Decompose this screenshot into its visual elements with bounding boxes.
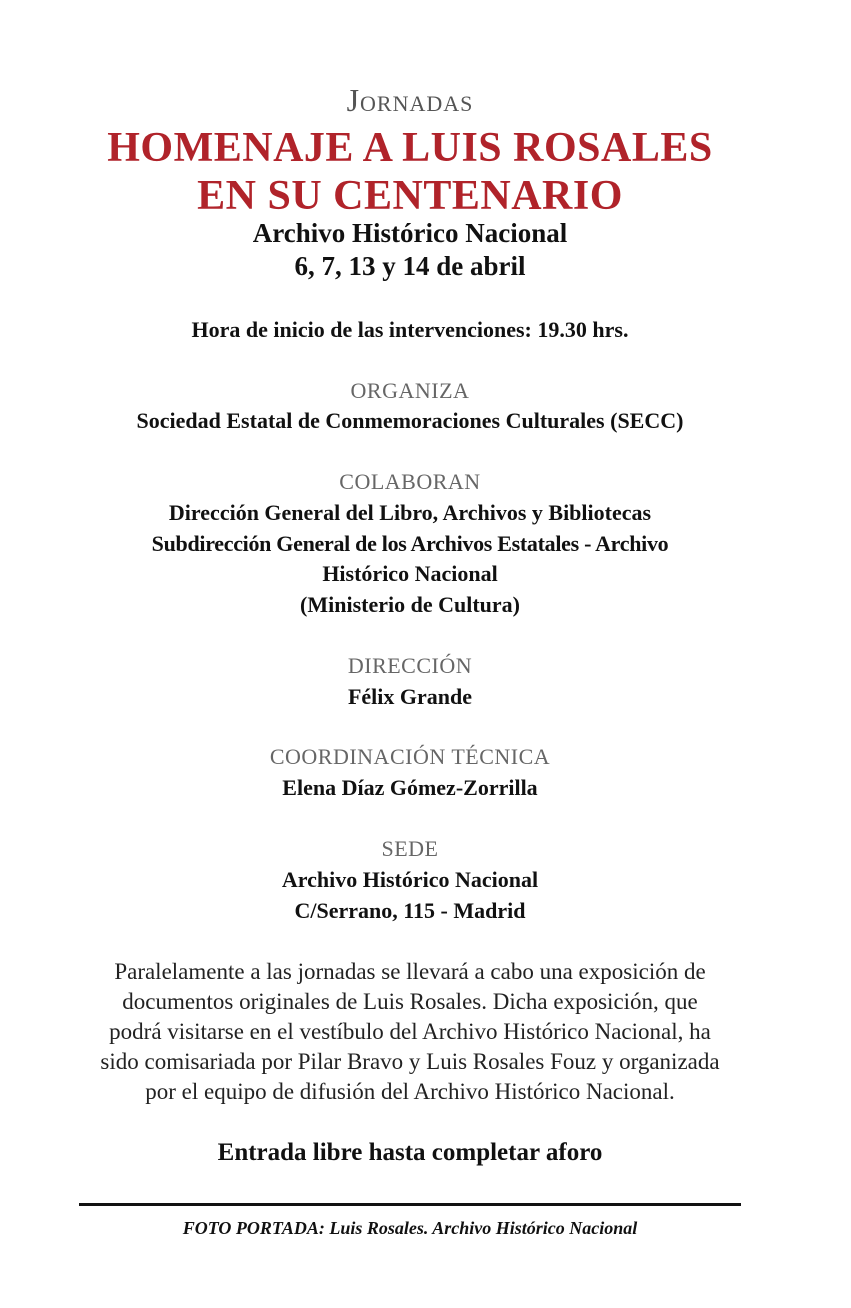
- sede-line: Archivo Histórico Nacional: [281, 867, 539, 892]
- colaboran-line: Dirección General del Libro, Archivos y Bibliotecas: [168, 500, 652, 525]
- event-title-line-1: HOMENAJE A LUIS ROSALES: [107, 125, 713, 171]
- event-venue: Archivo Histórico Nacional: [252, 218, 568, 248]
- exhibition-paragraph-line: podrá visitarse en el vestíbulo del Archivo Histórico Nacional, ha: [109, 1019, 711, 1044]
- event-kicker: Jornadas: [346, 82, 474, 118]
- exhibition-paragraph-line: documentos originales de Luis Rosales. Dicha exposición, que: [122, 989, 698, 1014]
- footer-divider: [79, 1203, 741, 1206]
- direccion-label: DIRECCIÓN: [347, 653, 473, 678]
- sede-label: SEDE: [381, 836, 439, 861]
- photo-credit: FOTO PORTADA: Luis Rosales. Archivo Histórico Nacional: [182, 1218, 638, 1238]
- sede-line: C/Serrano, 115 - Madrid: [294, 898, 526, 923]
- colaboran-line: Histórico Nacional: [322, 561, 498, 586]
- coordinacion-label: COORDINACIÓN TÉCNICA: [269, 744, 551, 769]
- exhibition-paragraph-line: Paralelamente a las jornadas se llevará a cabo una exposición de: [114, 959, 706, 984]
- entrance-note: Entrada libre hasta completar aforo: [217, 1139, 603, 1166]
- event-title-line-2: EN SU CENTENARIO: [197, 173, 623, 219]
- direccion-name: Félix Grande: [347, 684, 473, 709]
- organiza-name: Sociedad Estatal de Conmemoraciones Culturales (SECC): [136, 408, 684, 433]
- colaboran-line: Subdirección General de los Archivos Estatales - Archivo: [151, 531, 669, 556]
- event-dates: 6, 7, 13 y 14 de abril: [294, 251, 526, 281]
- exhibition-paragraph-line: sido comisariada por Pilar Bravo y Luis Rosales Fouz y organizada: [100, 1049, 720, 1074]
- organiza-label: ORGANIZA: [350, 378, 470, 403]
- colaboran-label: COLABORAN: [339, 469, 481, 494]
- exhibition-paragraph-line: por el equipo de difusión del Archivo Histórico Nacional.: [145, 1079, 675, 1104]
- start-time: Hora de inicio de las intervenciones: 19.30 hrs.: [191, 317, 629, 342]
- colaboran-line: (Ministerio de Cultura): [300, 592, 520, 617]
- coordinacion-name: Elena Díaz Gómez-Zorrilla: [282, 775, 538, 800]
